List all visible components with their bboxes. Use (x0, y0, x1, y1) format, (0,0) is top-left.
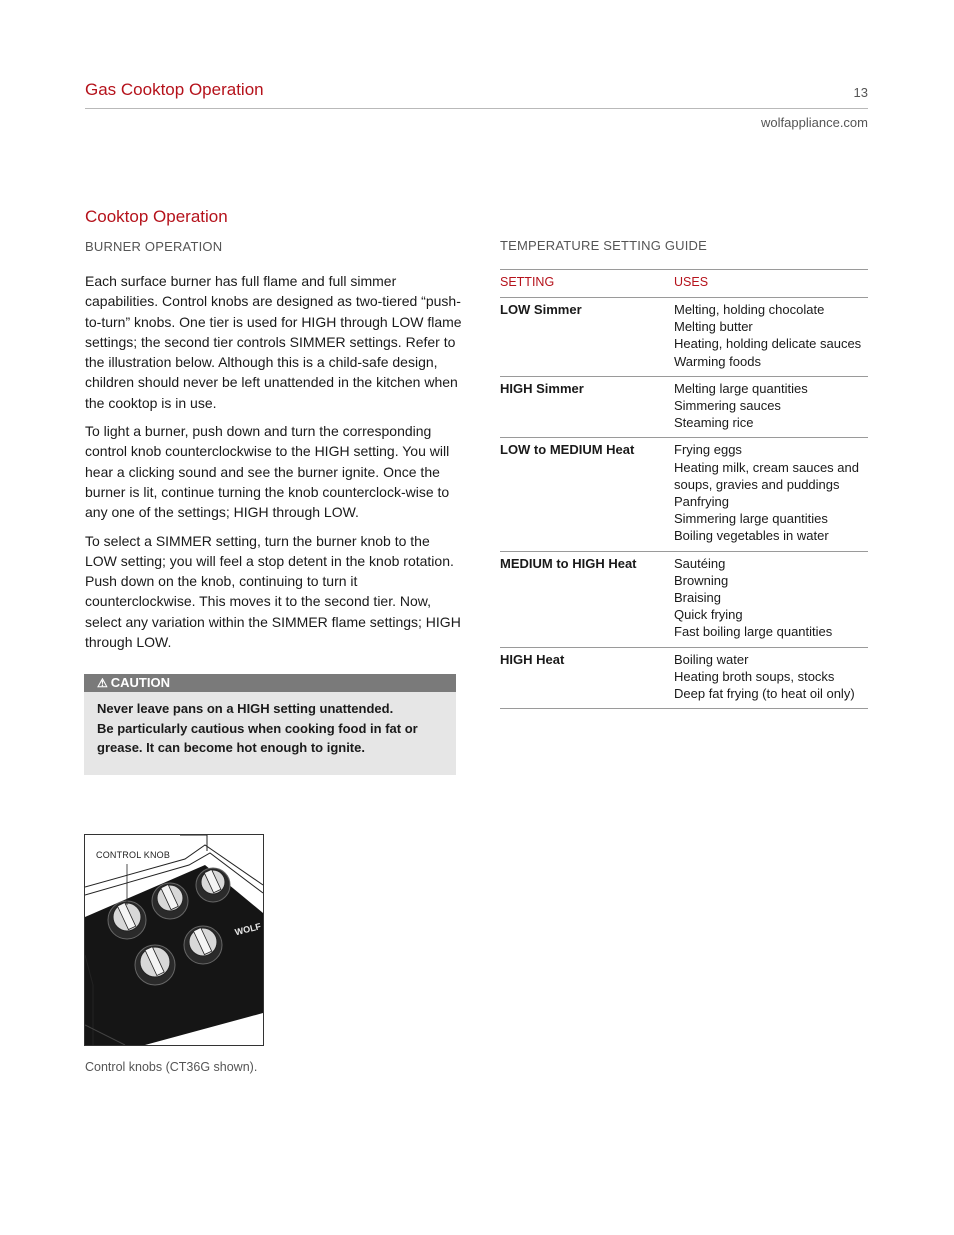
use-item: Braising (674, 590, 721, 606)
uses-cell (674, 438, 868, 551)
brand-mark: WOLF (233, 921, 262, 938)
paragraph-3: To select a SIMMER setting, turn the burner knob to the LOW setting; you will feel a stop detent in the knob rotation. Push down on the knob, continuing to turn it counterclockwise. This moves it to the second tier. Now, select any variation within the SIMMER flame settings; HIGH through LOW. (85, 532, 461, 651)
use-item: Boiling water (674, 651, 749, 667)
caution-line-1: Never leave pans on a HIGH setting unattended. (97, 701, 394, 716)
use-item: Steaming rice (674, 415, 754, 431)
control-knobs-illustration (84, 834, 264, 1046)
use-item: Panfrying (674, 494, 729, 510)
use-item: Simmering sauces (674, 398, 781, 414)
setting-cell: HIGH Simmer (500, 376, 674, 438)
use-item: Deep fat frying (to heat oil only) (674, 686, 855, 702)
burner-operation-section (85, 207, 465, 660)
paragraph-2: To light a burner, push down and turn the corresponding control knob counterclockwise to the HIGH setting. You will hear a clicking sound and see the burner ignite. Once the burner is lit, continue turning the knob counterclock-wise to any one of the settings; HIGH through LOW. (85, 423, 450, 521)
setting-cell: MEDIUM to HIGH Heat (500, 551, 674, 647)
page-number: 13 (853, 85, 868, 100)
setting-cell: LOW Simmer (500, 298, 674, 377)
caution-text (84, 692, 456, 758)
use-item: Fast boiling large quantities (674, 624, 833, 640)
uses-column-header: USES (674, 270, 868, 298)
figure-caption: Control knobs (CT36G shown). (85, 1060, 258, 1074)
temperature-guide-section (500, 238, 868, 709)
burner-operation-subhead: BURNER OPERATION (85, 239, 223, 254)
setting-cell: HIGH Heat (500, 647, 674, 709)
table-header-row (500, 270, 868, 298)
table-row (500, 647, 868, 709)
caution-label: CAUTION (110, 675, 170, 690)
uses-cell (674, 647, 868, 709)
use-item: Boiling vegetables in water (674, 528, 829, 544)
table-row (500, 376, 868, 438)
setting-cell: LOW to MEDIUM Heat (500, 438, 674, 551)
uses-cell (674, 376, 868, 438)
caution-line-2: Be particularly cautious when cooking food in fat or grease. It can become hot enough to ignite. (97, 720, 418, 755)
site-url: wolfappliance.com (761, 115, 868, 130)
section-title: Cooktop Operation (85, 207, 228, 226)
cooktop-drawing (85, 835, 263, 1045)
uses-cell (674, 298, 868, 377)
table-row (500, 551, 868, 647)
table-row (500, 298, 868, 377)
use-item: Heating broth soups, stocks (674, 668, 835, 684)
caution-box (84, 674, 456, 775)
table-row (500, 438, 868, 551)
use-item: Quick frying (674, 607, 743, 623)
caution-header (84, 674, 456, 692)
use-item: Simmering large quantities (674, 511, 828, 527)
use-item: Browning (674, 572, 729, 588)
guide-title: TEMPERATURE SETTING GUIDE (500, 238, 707, 253)
paragraph-1: Each surface burner has full flame and full simmer capabilities. Control knobs are designed as two-tiered “push-to-turn” knobs. One tier is used for HIGH through LOW flame settings; the second tier controls SIMMER settings. Refer to the illustration below. Although this is a child-safe design, children should never be left unattended in the kitchen when the cooktop is in use. (85, 273, 462, 411)
warning-triangle-icon: ⚠ (97, 676, 108, 690)
use-item: Warming foods (674, 353, 761, 369)
setting-column-header: SETTING (500, 270, 674, 298)
use-item: Sautéing (674, 555, 726, 571)
control-knob-label: CONTROL KNOB (96, 850, 171, 860)
use-item: Frying eggs (674, 442, 742, 458)
header-divider (85, 108, 868, 109)
temperature-setting-table (500, 269, 868, 709)
use-item: Heating milk, cream sauces and soups, gravies and puddings (674, 459, 859, 492)
use-item: Melting, holding chocolate (674, 302, 825, 317)
use-item: Heating, holding delicate sauces (674, 336, 862, 352)
use-item: Melting butter (674, 319, 753, 335)
page-header-title: Gas Cooktop Operation (85, 80, 264, 99)
use-item: Melting large quantities (674, 380, 808, 396)
uses-cell (674, 551, 868, 647)
